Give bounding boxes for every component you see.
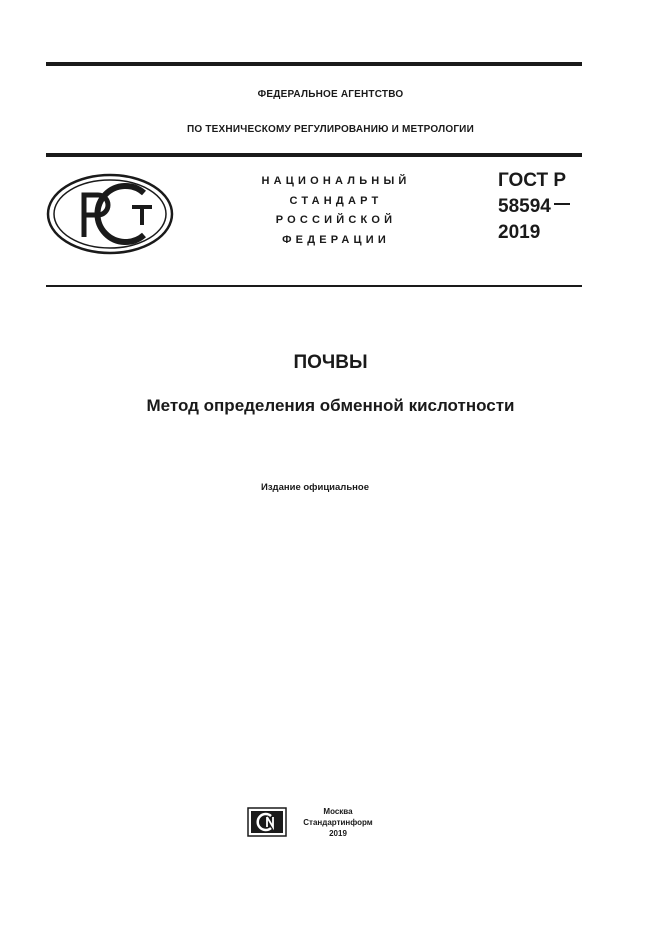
standartinform-logo-icon xyxy=(247,807,287,837)
gost-number: 58594 xyxy=(498,196,570,217)
edition-label: Издание официальное xyxy=(261,482,369,493)
standard-line-1: НАЦИОНАЛЬНЫЙ xyxy=(261,175,411,187)
top-rule xyxy=(46,62,582,66)
header-rule xyxy=(46,153,582,157)
publisher-city: Москва xyxy=(323,807,353,816)
agency-line-1: ФЕДЕРАЛЬНОЕ АГЕНТСТВО xyxy=(257,89,404,100)
document-subtitle: Метод определения обменной кислотности xyxy=(146,396,515,415)
agency-line-2: ПО ТЕХНИЧЕСКОМУ РЕГУЛИРОВАНИЮ И МЕТРОЛОГИИ xyxy=(187,124,474,135)
publisher-name: Стандартинформ xyxy=(303,818,373,827)
gost-year: 2019 xyxy=(498,222,541,243)
standard-line-4: ФЕДЕРАЦИИ xyxy=(282,233,390,246)
national-standard-block xyxy=(226,172,446,250)
standard-rule xyxy=(46,285,582,287)
standard-line-3: РОССИЙСКОЙ xyxy=(275,214,397,226)
standard-line-2: СТАНДАРТ xyxy=(289,194,383,207)
rst-certification-logo-icon xyxy=(46,173,174,255)
gost-designation xyxy=(498,168,618,246)
gost-prefix: ГОСТ Р xyxy=(498,170,567,191)
publisher-year: 2019 xyxy=(329,829,347,838)
publisher-block xyxy=(293,806,383,839)
document-title: ПОЧВЫ xyxy=(293,352,368,373)
